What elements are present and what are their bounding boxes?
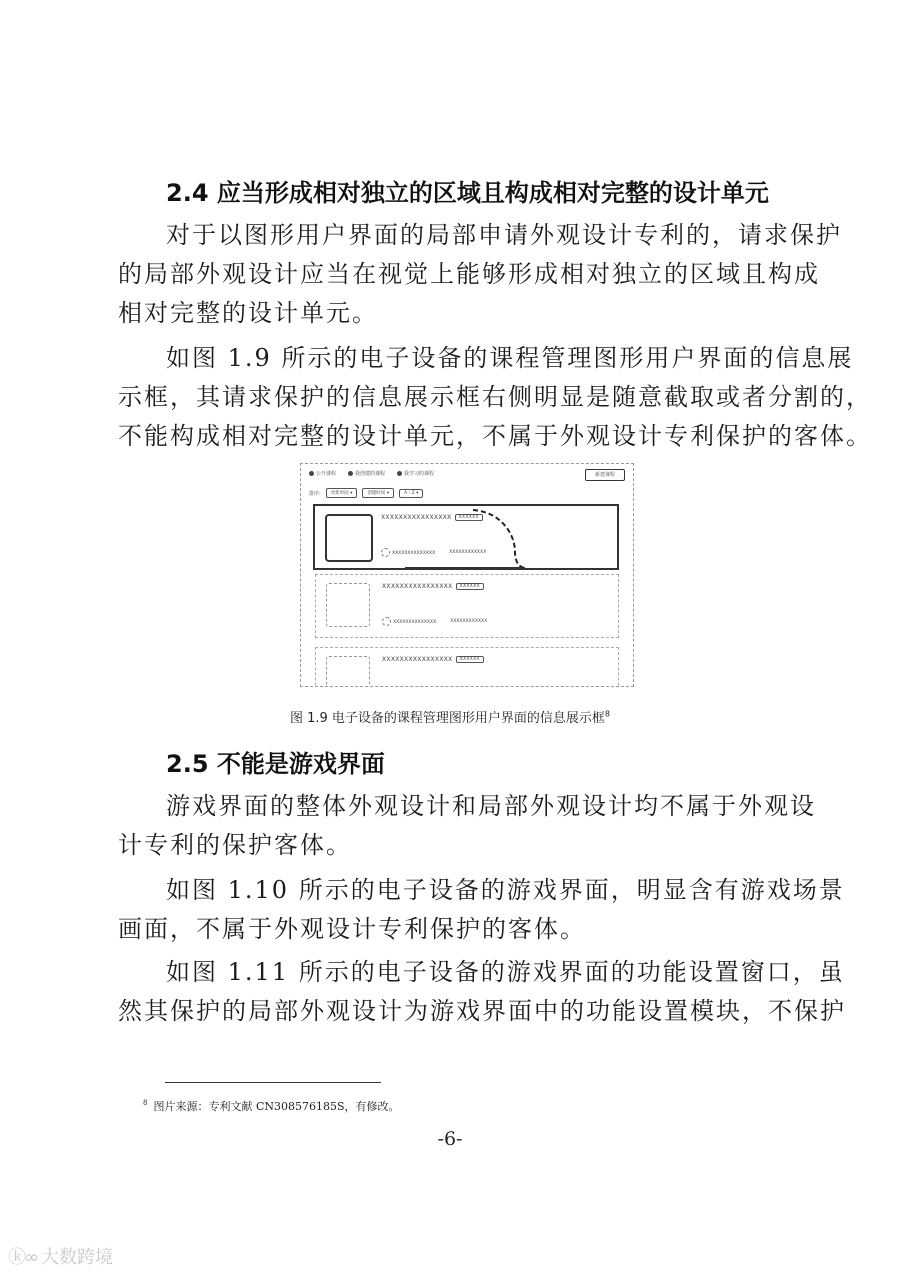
text-line: 计专利的保护客体。: [118, 831, 352, 859]
course-title: XXXXXXXXXXXXXXXX XXXXXX: [382, 583, 484, 590]
text-line: 如图 1.11 所示的电子设备的游戏界面的功能设置窗口，虽: [166, 958, 845, 986]
text-line: 相对完整的设计单元。: [118, 299, 378, 327]
paragraph: [118, 339, 872, 456]
sort-option: A - Z ▾: [399, 489, 423, 498]
section-heading-2-5: 2.5 不能是游戏界面: [166, 750, 385, 778]
watermark: ⓚ∞ 大数跨境: [8, 1243, 113, 1269]
text-line: 示框，其请求保护的信息展示框右侧明显是随意截取或者分割的，: [118, 383, 872, 411]
sort-option: 创建时间 ▾: [362, 488, 394, 498]
figure-caption: 图 1.9 电子设备的课程管理图形用户界面的信息展示框$^8$: [289, 709, 611, 726]
watermark-logo-icon: ⓚ∞: [8, 1247, 37, 1268]
text-line: 不能构成相对完整的设计单元，不属于外观设计专利保护的客体。: [118, 422, 872, 450]
paragraph: [118, 953, 846, 1031]
new-course-button: 新建课程: [585, 469, 625, 481]
section-heading-2-4: 2.4 应当形成相对独立的区域且构成相对完整的设计单元: [166, 179, 769, 207]
paragraph: [118, 216, 842, 333]
figure-course-management-ui: [300, 463, 634, 687]
figure-tab: 公开课程: [309, 470, 336, 477]
figure-tab: 我学习的课程: [397, 470, 434, 477]
text-line: 游戏界面的整体外观设计和局部外观设计均不属于外观设: [166, 792, 816, 820]
footnote-ref: 8: [604, 709, 611, 719]
page-number: -6-: [437, 1128, 463, 1150]
text-line: 的局部外观设计应当在视觉上能够形成相对独立的区域且构成: [118, 260, 820, 288]
course-meta: XXXXXXXXXXXXXX XXXXXXXXXXXX: [382, 617, 487, 626]
sort-option: 更新时间 ▾: [326, 488, 358, 498]
course-title: XXXXXXXXXXXXXXXX XXXXXX: [381, 514, 483, 521]
footnote: $^8$ 图片来源：专利文献 CN308576185S，有修改。: [143, 1099, 400, 1113]
paragraph: [118, 871, 845, 949]
text-line: 画面，不属于外观设计专利保护的客体。: [118, 915, 586, 943]
cut-boundary-line: [301, 464, 633, 686]
paragraph: [118, 787, 816, 865]
footnote-divider: [165, 1082, 381, 1083]
text-line: 如图 1.9 所示的电子设备的课程管理图形用户界面的信息展: [166, 344, 854, 372]
text-line: 对于以图形用户界面的局部申请外观设计专利的，请求保护: [166, 221, 842, 249]
course-meta: XXXXXXXXXXXXXX XXXXXXXXXXXX: [381, 548, 486, 557]
text-line: 如图 1.10 所示的电子设备的游戏界面，明显含有游戏场景: [166, 876, 845, 904]
course-title: XXXXXXXXXXXXXXXX XXXXXX: [382, 656, 484, 663]
text-line: 然其保护的局部外观设计为游戏界面中的功能设置模块，不保护: [118, 997, 846, 1025]
figure-tab: 我创建的课程: [348, 470, 385, 477]
sort-label: 排序:: [309, 490, 321, 497]
